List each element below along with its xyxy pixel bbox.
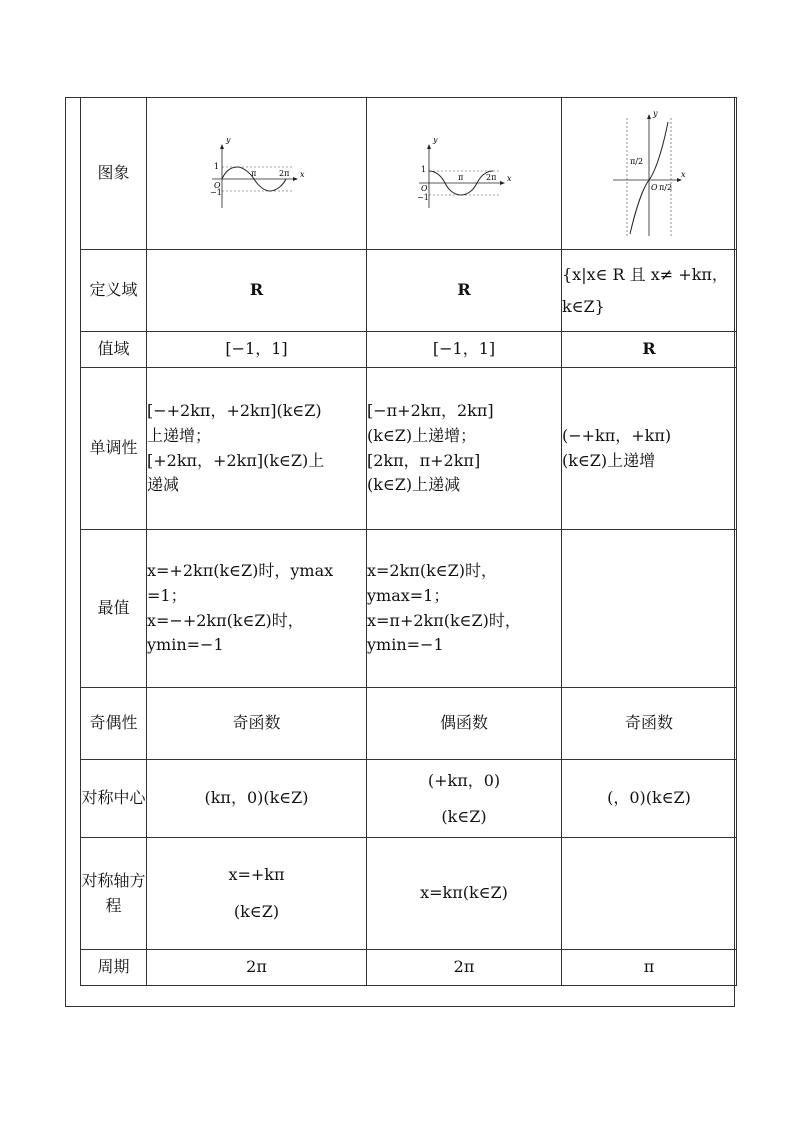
parity-sin: 奇函数 xyxy=(147,688,367,760)
center-row xyxy=(81,760,737,838)
axis-label: 对称轴方程 xyxy=(81,838,147,950)
graph-row xyxy=(81,98,737,250)
domain-cos: R xyxy=(367,250,562,332)
axis-row xyxy=(81,838,737,950)
center-sin: (kπ，0)(k∈Z) xyxy=(147,760,367,838)
cos-min-label: −1 xyxy=(417,192,429,202)
axis-sin xyxy=(147,838,367,950)
tan-x-label: x xyxy=(681,169,686,179)
extreme-row xyxy=(81,530,737,688)
sin-max-label: 1 xyxy=(213,161,219,171)
sin-min-label: −1 xyxy=(209,187,222,197)
monotonic-cos-line: (k∈Z)上递增； xyxy=(367,425,477,445)
range-cos: [−1，1] xyxy=(367,332,562,368)
extreme-sin-line: ymin=−1 xyxy=(147,635,224,655)
cos-y-label: y xyxy=(433,137,438,144)
cos-2pi-label: 2π xyxy=(486,172,497,182)
center-cos xyxy=(367,760,562,838)
extreme-sin-line: =1； xyxy=(147,585,187,605)
extreme-tan xyxy=(562,530,737,688)
extreme-cos-line: x=2kπ(k∈Z)时， xyxy=(367,560,497,580)
range-sin: [−1，1] xyxy=(147,332,367,368)
monotonic-tan-line: (−+kπ，+kπ) xyxy=(562,425,672,445)
extreme-label: 最值 xyxy=(81,530,147,688)
period-tan: π xyxy=(562,950,737,986)
sin-2pi-label: 2π xyxy=(278,168,289,178)
sin-pi-label: π xyxy=(250,168,256,178)
tan-graph-cell xyxy=(562,98,737,250)
sin-x-label: x xyxy=(299,169,305,179)
range-label: 值域 xyxy=(81,332,147,368)
cos-graph xyxy=(414,138,514,210)
axis-tan xyxy=(562,838,737,950)
monotonic-cos-line: [−π+2kπ，2kπ] xyxy=(367,400,494,420)
parity-label: 奇偶性 xyxy=(81,688,147,760)
trig-properties-table xyxy=(80,97,737,986)
tan-neg-pi2-label: π/2 xyxy=(630,156,644,166)
extreme-sin-line: x=+2kπ(k∈Z)时，ymax xyxy=(147,560,334,580)
graph-label: 图象 xyxy=(81,98,147,250)
period-cos: 2π xyxy=(367,950,562,986)
period-label: 周期 xyxy=(81,950,147,986)
extreme-sin xyxy=(147,530,367,688)
cos-pi-label: π xyxy=(458,172,464,182)
parity-cos: 偶函数 xyxy=(367,688,562,760)
extreme-cos xyxy=(367,530,562,688)
axis-cos: x=kπ(k∈Z) xyxy=(367,838,562,950)
monotonic-sin-line: 递减 xyxy=(147,475,180,495)
period-row xyxy=(81,950,737,986)
cos-max-label: 1 xyxy=(421,164,427,174)
sin-x-arrow xyxy=(293,177,298,181)
center-cos-line: (+kπ，0) xyxy=(427,771,501,791)
cos-x-arrow xyxy=(500,181,505,185)
sin-y-arrow xyxy=(220,144,224,149)
tan-origin-label: O xyxy=(651,182,658,192)
sin-graph xyxy=(207,138,307,210)
domain-sin: R xyxy=(147,250,367,332)
monotonic-label: 单调性 xyxy=(81,368,147,530)
sin-y-label: y xyxy=(225,137,231,144)
monotonic-cos-line: (k∈Z)上递减 xyxy=(367,475,461,495)
extreme-cos-line: ymax=1； xyxy=(367,585,450,605)
monotonic-tan xyxy=(562,368,737,530)
tan-pi2-label: π/2 xyxy=(659,182,673,192)
parity-row xyxy=(81,688,737,760)
range-tan: R xyxy=(562,332,737,368)
parity-tan: 奇函数 xyxy=(562,688,737,760)
domain-row xyxy=(81,250,737,332)
domain-label: 定义域 xyxy=(81,250,147,332)
center-tan: (，0)(k∈Z) xyxy=(562,760,737,838)
monotonic-tan-line: (k∈Z)上递增 xyxy=(562,450,656,470)
monotonic-cos-line: [2kπ，π+2kπ] xyxy=(367,450,481,470)
cos-origin-label: O xyxy=(421,183,428,193)
monotonic-sin-line: [−+2kπ，+2kπ](k∈Z) xyxy=(147,400,322,420)
tan-y-label: y xyxy=(653,109,658,118)
axis-sin-line: (k∈Z) xyxy=(233,901,280,921)
tan-graph xyxy=(611,110,687,238)
extreme-cos-line: ymin=−1 xyxy=(367,635,444,655)
cos-y-arrow xyxy=(427,144,431,149)
tan-y-arrow xyxy=(647,114,651,119)
cos-x-label: x xyxy=(507,173,512,183)
monotonic-row xyxy=(81,368,737,530)
monotonic-sin-line: 上递增； xyxy=(147,425,212,445)
axis-sin-line: x=+kπ xyxy=(228,864,285,884)
domain-tan: {x|x∈ R 且 x≠ +kπ，k∈Z} xyxy=(562,250,737,332)
center-label: 对称中心 xyxy=(81,760,147,838)
cos-graph-cell xyxy=(367,98,562,250)
monotonic-cos xyxy=(367,368,562,530)
monotonic-sin-line: [+2kπ，+2kπ](k∈Z)上 xyxy=(147,450,325,470)
sin-graph-cell xyxy=(147,98,367,250)
monotonic-sin xyxy=(147,368,367,530)
sin-origin-label: O xyxy=(213,180,221,190)
extreme-sin-line: x=−+2kπ(k∈Z)时， xyxy=(147,610,304,630)
center-cos-line: (k∈Z) xyxy=(441,806,487,826)
range-row xyxy=(81,332,737,368)
period-sin: 2π xyxy=(147,950,367,986)
extreme-cos-line: x=π+2kπ(k∈Z)时， xyxy=(367,610,521,630)
